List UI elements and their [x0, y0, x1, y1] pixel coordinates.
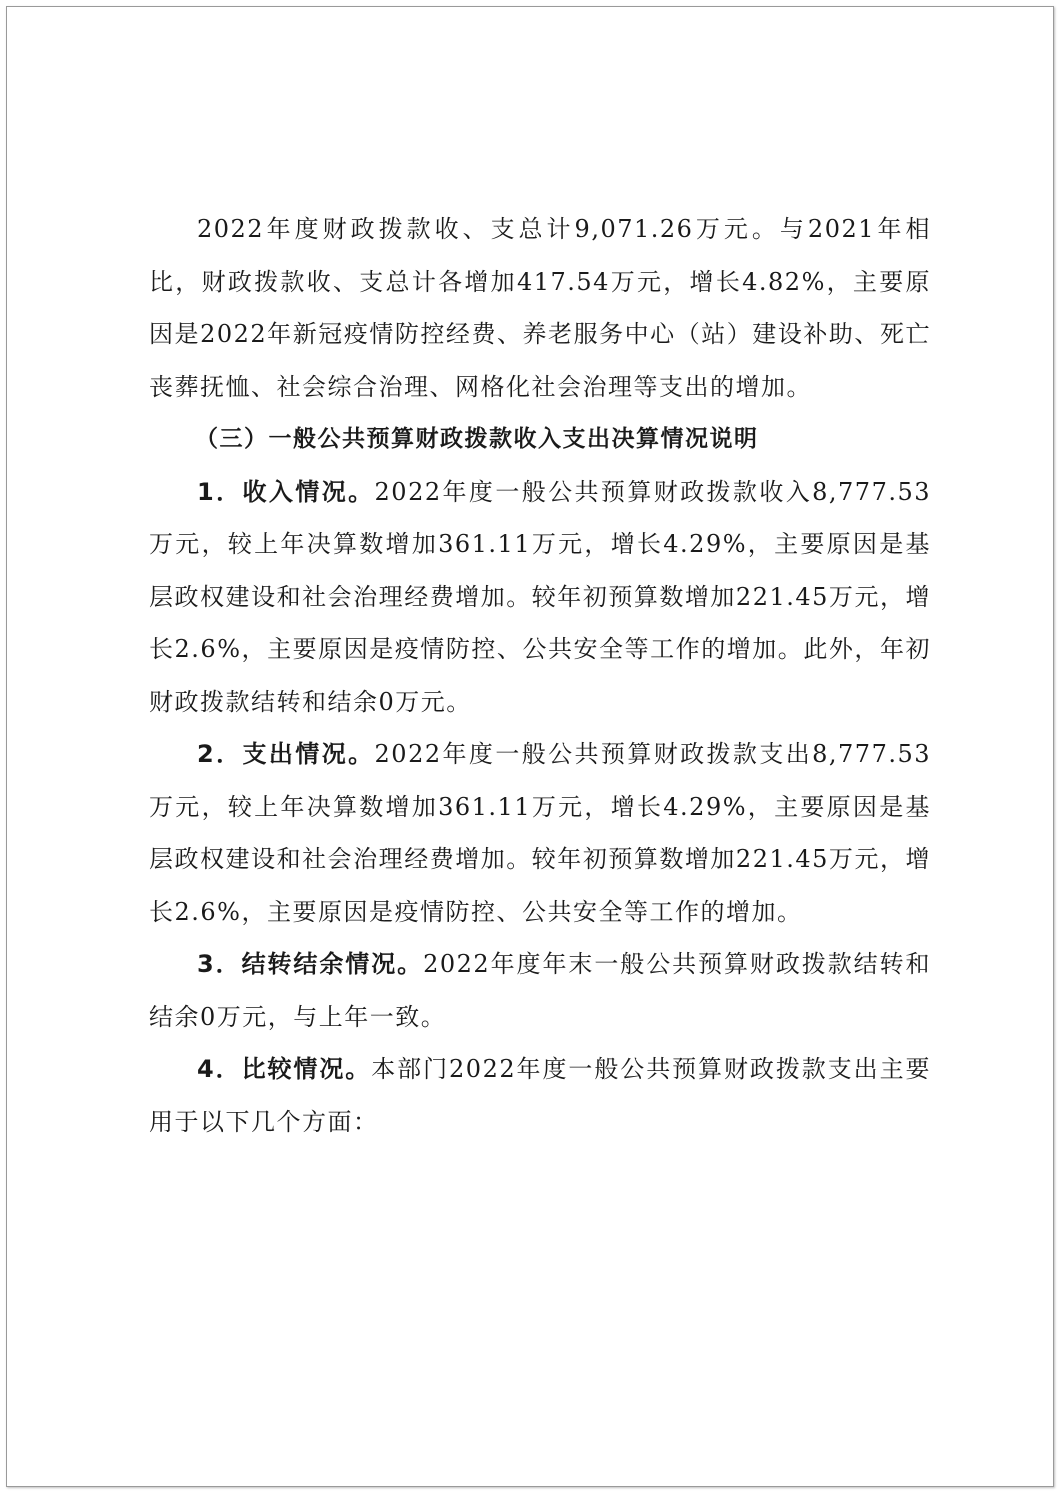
document-page	[6, 6, 1054, 1487]
item-number: 4	[197, 1055, 216, 1083]
item-number: 3	[197, 950, 216, 978]
paragraph-total-summary: 2022年度财政拨款收、支总计9,071.26万元。与2021年相比，财政拨款收、支总计各增加417.54万元，增长4.82%，主要原因是2022年新冠疫情防控经费、养老服务中心（站）建设补助、死亡丧葬抚恤、社会综合治理、网格化社会治理等支出的增加。	[149, 215, 931, 401]
item-heading: ．支出情况。	[215, 740, 375, 768]
item-heading: ．收入情况。	[215, 477, 375, 506]
item-heading: ．结转结余情况。	[215, 950, 424, 978]
paragraph-income	[149, 466, 931, 729]
document-body	[149, 203, 931, 1148]
item-heading: ．比较情况。	[215, 1055, 372, 1083]
item-text: 2022年度年末一般公共预算财政拨款结转和结余0万元，与上年一致。	[149, 950, 932, 1031]
paragraph-comparison	[149, 1043, 931, 1148]
item-text: 本部门2022年度一般公共预算财政拨款支出主要用于以下几个方面：	[149, 1055, 932, 1136]
item-text: 2022年度一般公共预算财政拨款收入8,777.53万元，较上年决算数增加361.11万元，增长4.29%，主要原因是基层政权建设和社会治理经费增加。较年初预算数增加221.45万元，增长2.6%，主要原因是疫情防控、公共安全等工作的增加。此外，年初财政拨款结转和结余0万元。	[149, 477, 932, 716]
paragraph-carryover	[149, 938, 931, 1043]
item-text: 2022年度一般公共预算财政拨款支出8,777.53万元，较上年决算数增加361.11万元，增长4.29%，主要原因是基层政权建设和社会治理经费增加。较年初预算数增加221.45万元，增长2.6%，主要原因是疫情防控、公共安全等工作的增加。	[149, 740, 932, 926]
item-number: 1	[197, 477, 216, 506]
paragraph-expenditure	[149, 728, 931, 938]
section-heading: （三）一般公共预算财政拨款收入支出决算情况说明	[195, 426, 759, 452]
item-number: 2	[197, 740, 216, 768]
